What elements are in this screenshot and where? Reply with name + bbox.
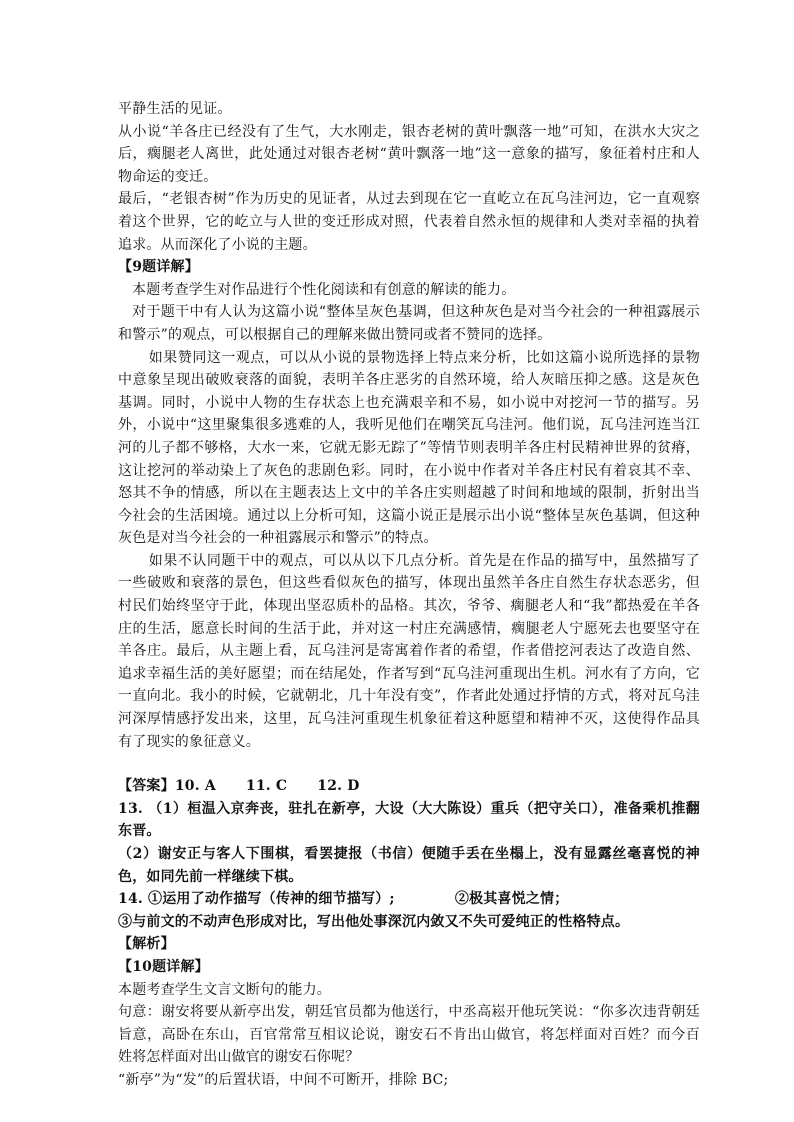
answer-14-a: 14. ①运用了动作描写（传神的细节描写）; <box>118 891 395 908</box>
answer-13-2: （2）谢安正与客人下围棋，看罢捷报（书信）便随手丢在坐榻上，没有显露丝毫喜悦的神色，如同先前一样继续下棋。 <box>118 846 700 885</box>
heading-q9: 【9题详解】 <box>118 259 199 276</box>
answer-14-line <box>118 888 700 911</box>
paragraph-s8-1: 从小说“羊各庄已经没有了生气，大水刚走，银杏老树的黄叶飘落一地”可知，在洪水大灾之后，瘸腿老人离世，此处通过对银杏老树“黄叶飘落一地”这一意象的描写，象征着村庄和人物命运的变迁。 <box>118 123 700 185</box>
paragraph-s9-4: 如果不认同题干中的观点，可以从以下几点分析。首先是在作品的描写中，虽然描写了一些破败和衰落的景色，但这些看似灰色的描写，体现出虽然羊各庄自然生存状态恶劣，但村民们始终坚守于此，体现出坚忍质朴的品格。其次，爷爷、瘸腿老人和“我”都热爱在羊各庄的生活，愿意长时间的生活于此，并对这一村庄充满感情，瘸腿老人宁愿死去也要坚守在羊各庄。最后，从主题上看，瓦乌洼河是寄寓着作者的希望，作者借挖河表达了改造自然、追求幸福生活的美好愿望；而在结尾处，作者写到“瓦乌洼河重现出生机。河水有了方向，它一直向北。我小的时候，它就朝北，几十年没有变”，作者此处通过抒情的方式，将对瓦乌洼河深厚情感抒发出来，这里，瓦乌洼河重现生机象征着这种愿望和精神不灭，这使得作品具有了现实的象征意义。 <box>118 552 700 750</box>
analysis-label: 【解析】 <box>118 936 175 953</box>
answer-11: 11. C <box>245 778 288 795</box>
paragraph-s8-2: 最后，“老银杏树”作为历史的见证者，从过去到现在它一直屹立在瓦乌洼河边，它一直观察着这个世界，它的屹立与人世的变迁形成对照，代表着自然永恒的规律和人类对幸福的执着追求。从而深化了小说的主题。 <box>118 191 700 253</box>
paragraph-s9-2: 对于题干中有人认为这篇小说“整体呈灰色基调，但这种灰色是对当今社会的一种祖露展示和警示”的观点，可以根据自己的理解来做出赞同或者不赞同的选择。 <box>118 304 700 343</box>
answer-14-b: ②极其喜悦之情； <box>454 891 569 908</box>
paragraph-s9-1: 本题考查学生对作品进行个性化阅读和有创意的解读的能力。 <box>132 281 516 298</box>
answer-12: 12. D <box>317 778 360 795</box>
paragraph-line0: 平静生活的见证。 <box>118 101 232 117</box>
answers-line <box>118 775 700 798</box>
answer-14-c: ③与前文的不动声色形成对比，写出他处事深沉内敛又不失可爱纯正的性格特点。 <box>118 913 630 930</box>
answers-label: 【答案】 <box>118 778 175 795</box>
paragraph-a-2: 句意：谢安将要从新亭出发，朝廷官员都为他送行，中丞高崧开他玩笑说：“你多次违背朝廷旨意，高卧在东山，百官常常互相议论说，谢安石不肯出山做官，将怎样面对百姓？而今百姓将怎样面对出山做官的谢安石你呢？ <box>118 1004 700 1066</box>
paragraph-a-1: 本题考查学生文言文断句的能力。 <box>118 981 331 998</box>
answer-10: 10. A <box>174 778 216 795</box>
paragraph-a-3: “新亭”为“发”的后置状语，中间不可断开，排除 BC; <box>118 1071 449 1088</box>
document-page <box>118 98 700 1092</box>
answer-13-1: 13. （1）桓温入京奔丧，驻扎在新亭，大设（大大陈设）重兵（把守关口），准备乘机推翻东晋。 <box>118 800 700 840</box>
paragraph-s9-3: 如果赞同这一观点，可以从小说的景物选择上特点来分析，比如这篇小说所选择的景物中意象呈现出破败衰落的面貌，表明羊各庄恶劣的自然环境，给人灰暗压抑之感。这是灰色基调。同时，小说中人物的生存状态上也充满艰辛和不易，如小说中对挖河一节的描写。另外，小说中“这里聚集很多逃难的人，我听见他们在嘲笑瓦乌洼河。他们说，瓦乌洼河连当江河的儿子都不够格，大水一来，它就无影无踪了”等情节则表明羊各庄村民精神世界的贫瘠，这让挖河的举动染上了灰色的悲剧色彩。同时，在小说中作者对羊各庄村民有着哀其不幸、怒其不争的情感，所以在主题表达上文中的羊各庄实则超越了时间和地域的限制，折射出当今社会的生活困境。通过以上分析可知，这篇小说正是展示出小说“整体呈灰色基调，但这种灰色是对当今社会的一种祖露展示和警示”的特点。 <box>118 349 700 547</box>
spacer <box>118 753 700 775</box>
heading-q10: 【10题详解】 <box>118 958 209 975</box>
